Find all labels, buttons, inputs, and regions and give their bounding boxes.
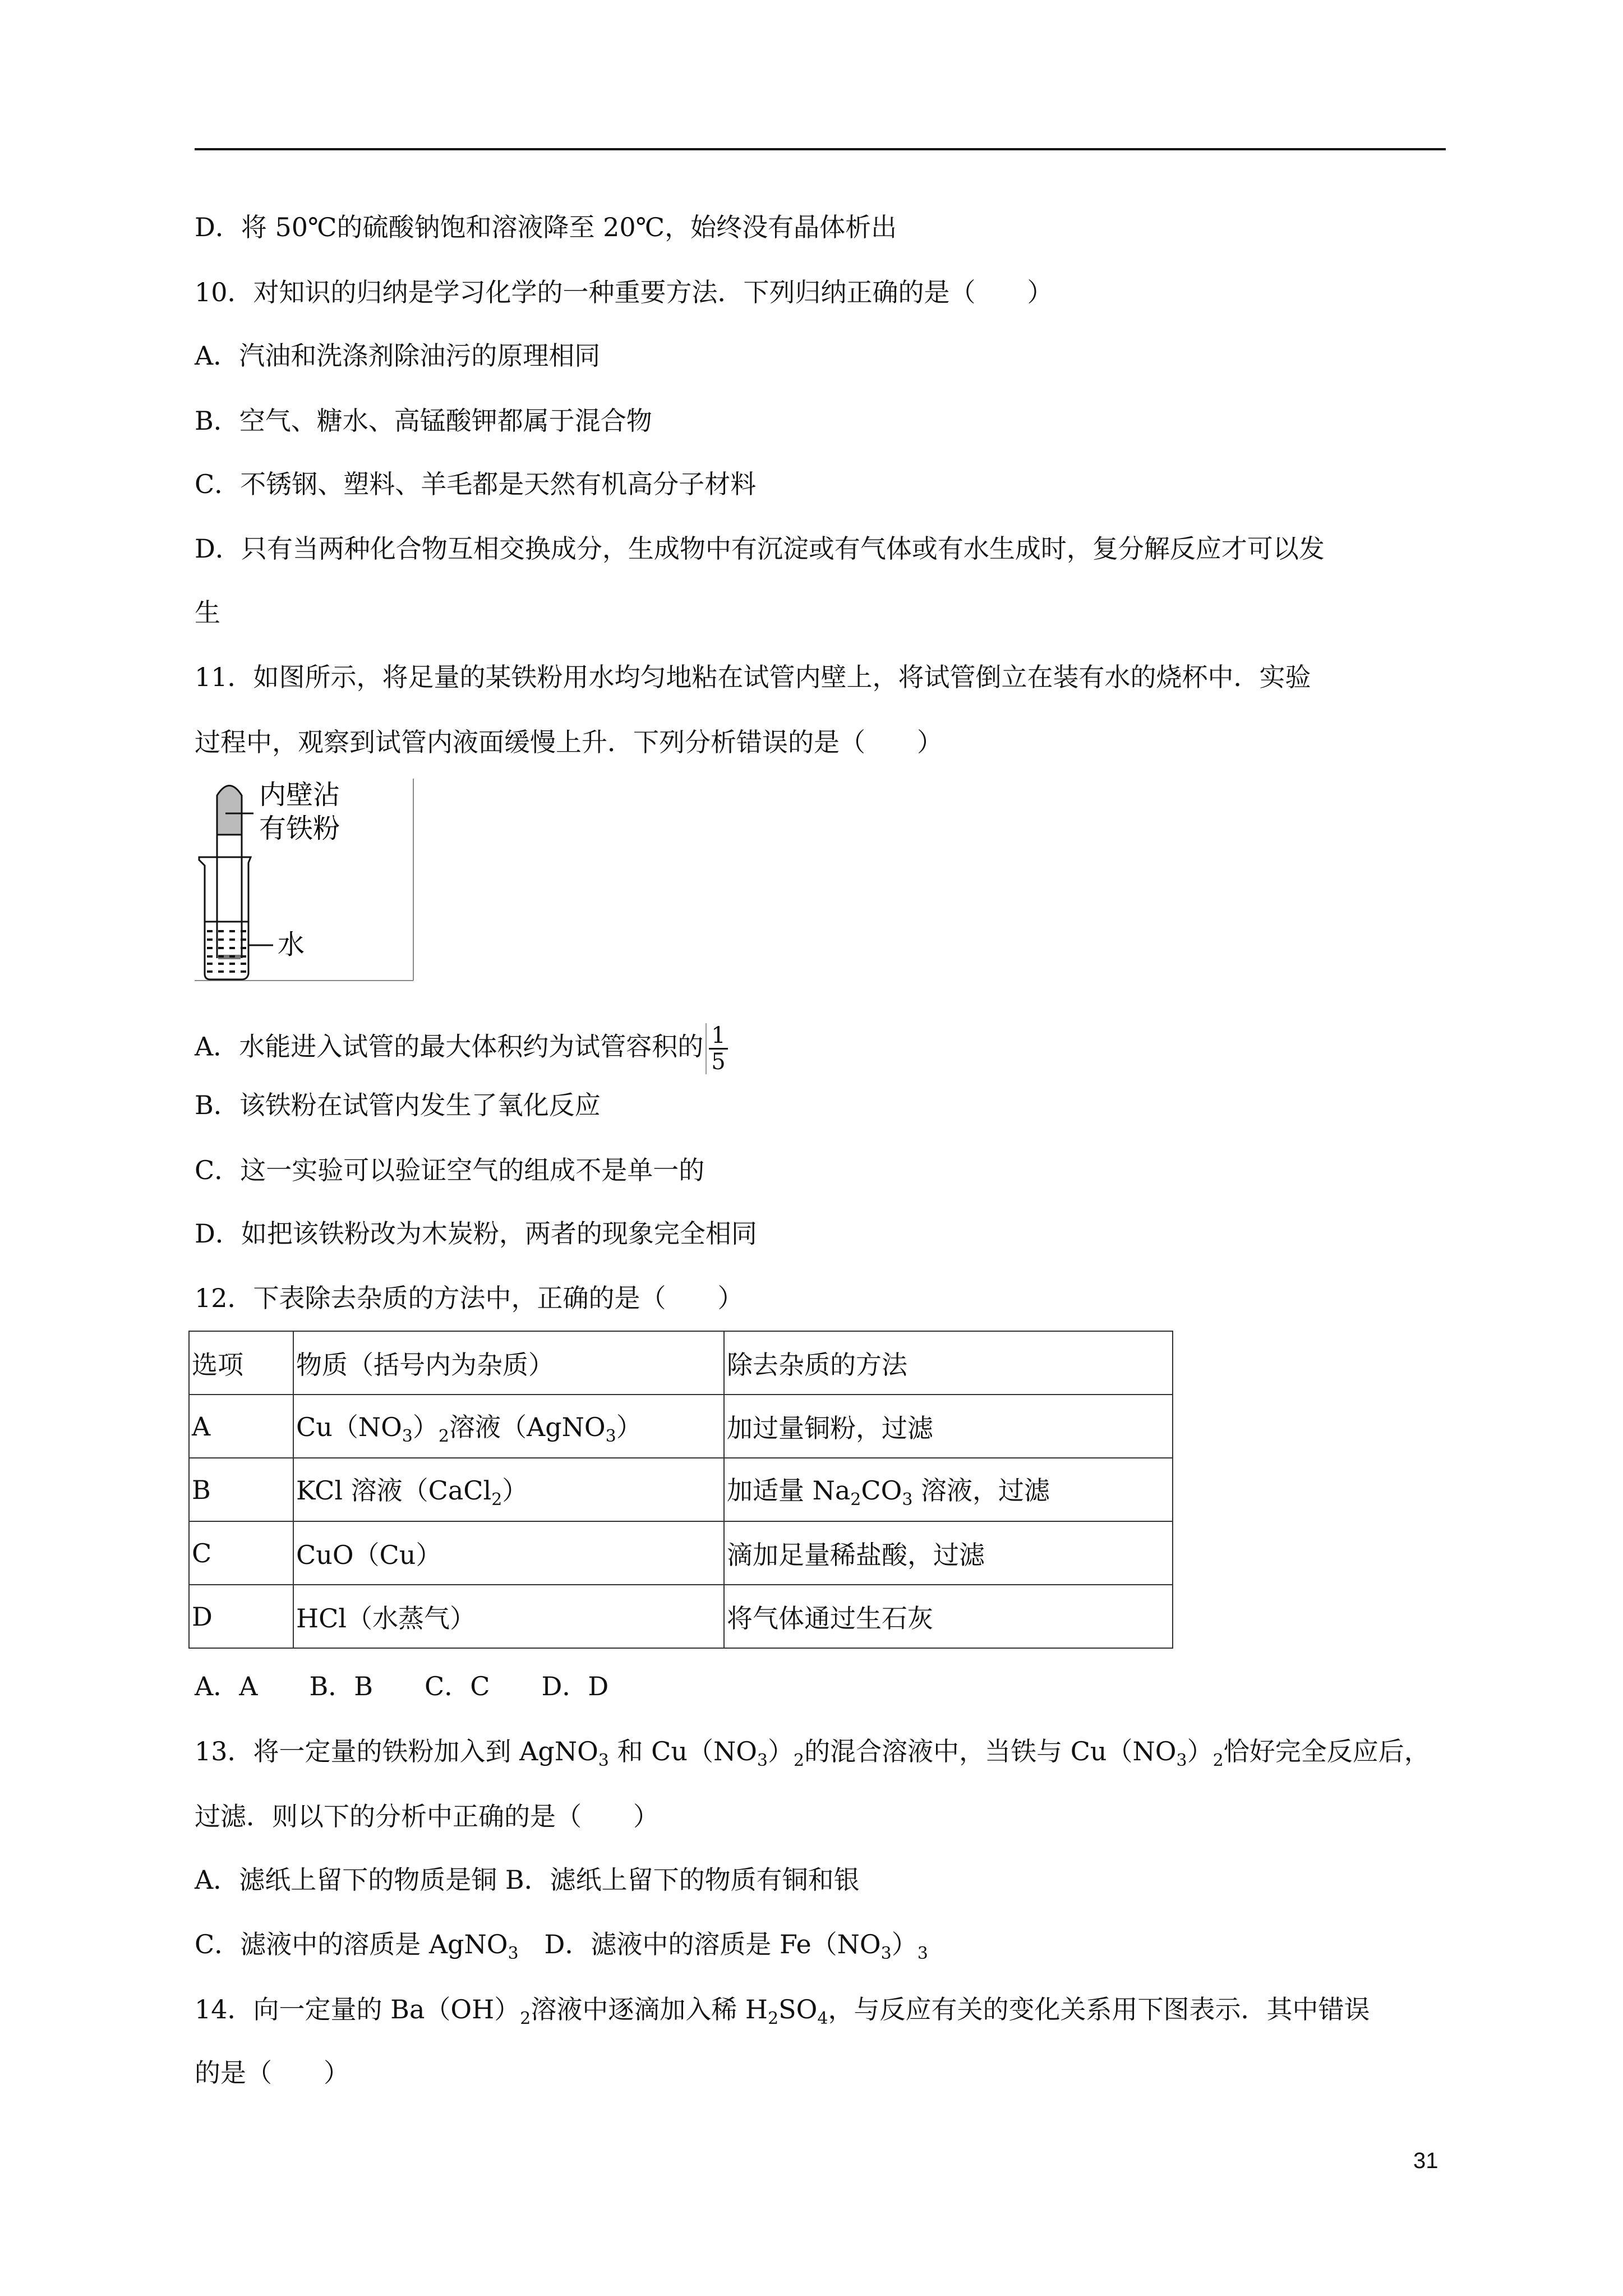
text-run: 溶液（AgNO	[449, 1411, 606, 1442]
text-line	[195, 210, 897, 244]
subscript: 2	[1212, 1751, 1224, 1770]
text-run: ，与反应有关的变化关系用下图表示．其中错误	[828, 1994, 1370, 2024]
text-run: 将气体通过生石灰	[727, 1603, 933, 1634]
text-line	[195, 1153, 704, 1187]
table-cell	[724, 1521, 1173, 1585]
figure-label-water: 水	[278, 929, 305, 960]
text-run: ）	[616, 1411, 642, 1442]
text-line	[195, 1088, 601, 1122]
page-number: 31	[1413, 2148, 1438, 2173]
header-cell: 除去杂质的方法	[724, 1331, 1173, 1395]
text-run: D	[192, 1601, 213, 1632]
fraction	[706, 1023, 727, 1074]
subscript: 3	[1176, 1751, 1187, 1770]
fraction-den: 5	[711, 1049, 726, 1075]
header-rule	[195, 148, 1446, 150]
subscript: 3	[880, 1944, 892, 1963]
text-run: SO	[778, 1994, 818, 2024]
text-run: Cu（NO	[296, 1411, 402, 1442]
text-run: 过滤．则以下的分析中正确的是（ ）	[195, 1801, 659, 1832]
text-run: ）	[891, 1929, 917, 1959]
subscript: 2	[850, 1489, 861, 1510]
text-run: C	[192, 1538, 212, 1568]
text-run: CO	[861, 1475, 902, 1506]
text-line	[195, 339, 600, 372]
text-run: HCl（水蒸气）	[296, 1603, 476, 1634]
table-cell	[293, 1521, 724, 1585]
subscript: 3	[402, 1426, 413, 1446]
text-line	[195, 1800, 659, 1833]
text-run: ）	[412, 1411, 439, 1442]
text-run: A．滤纸上留下的物质是铜 B．滤纸上留下的物质有铜和银	[195, 1865, 860, 1895]
text-run: CuO（Cu）	[296, 1539, 442, 1570]
text-run: 10．对知识的归纳是学习化学的一种重要方法．下列归纳正确的是（ ）	[195, 277, 1053, 307]
table-cell	[724, 1458, 1173, 1521]
text-run: 溶液，过滤	[912, 1475, 1050, 1506]
table-cell	[724, 1585, 1173, 1648]
table-cell	[189, 1521, 293, 1585]
subscript: 2	[438, 1426, 449, 1446]
text-line	[195, 725, 943, 759]
text-line	[195, 1734, 1430, 1778]
text-line	[195, 1023, 728, 1074]
subscript: 2	[768, 2009, 779, 2028]
text-run: ）	[1187, 1736, 1213, 1766]
text-line	[195, 404, 652, 438]
text-run: 的混合溶液中，当铁与 Cu（NO	[804, 1736, 1177, 1766]
text-line	[195, 467, 756, 501]
text-run: 14．向一定量的 Ba（OH）	[195, 1994, 520, 2024]
text-run: 加过量铜粉，过滤	[727, 1412, 933, 1443]
table-cell	[189, 1395, 293, 1458]
table-cell	[189, 1458, 293, 1521]
text-run: 恰好完全反应后，	[1223, 1736, 1430, 1766]
text-line	[195, 1993, 1370, 2036]
test-tube-beaker-figure	[195, 779, 414, 982]
fraction-num: 1	[709, 1023, 727, 1050]
text-run: A．A B．B C．C D．D	[195, 1671, 609, 1701]
text-run: 和 Cu（NO	[608, 1736, 757, 1766]
table-cell	[293, 1585, 724, 1648]
text-run: KCl 溶液（CaCl	[296, 1475, 492, 1506]
text-run: 过程中，观察到试管内液面缓慢上升．下列分析错误的是（ ）	[195, 727, 943, 757]
figure-label-mid: 有铁粉	[259, 813, 340, 844]
text-run: D．只有当两种化合物互相交换成分，生成物中有沉淀或有气体或有水生成时，复分解反应才可以发	[195, 533, 1325, 564]
text-line	[195, 1281, 744, 1315]
subscript: 2	[794, 1751, 805, 1770]
text-run: 11．如图所示，将足量的某铁粉用水均匀地粘在试管内壁上，将试管倒立在装有水的烧杯中．实验	[195, 662, 1311, 692]
table-cell	[293, 1395, 724, 1458]
text-run: C．不锈钢、塑料、羊毛都是天然有机高分子材料	[195, 469, 757, 499]
subscript: 2	[520, 2009, 531, 2028]
text-run: 的是（ ）	[195, 2058, 349, 2088]
text-run: C．滤液中的溶质是 AgNO	[195, 1929, 508, 1959]
table-row	[189, 1458, 1173, 1521]
table-header-row	[189, 1331, 1173, 1395]
text-run: B	[192, 1474, 211, 1505]
text-line	[195, 532, 1325, 565]
table-cell	[293, 1458, 724, 1521]
text-run: A．汽油和洗涤剂除油污的原理相同	[195, 341, 601, 371]
text-run: D．如把该铁粉改为木炭粉，两者的现象完全相同	[195, 1218, 757, 1249]
text-run: ）	[768, 1736, 794, 1766]
text-run: A	[192, 1411, 211, 1442]
table-row	[189, 1395, 1173, 1458]
impurity-removal-table	[188, 1331, 1173, 1649]
table-row	[189, 1585, 1173, 1648]
subscript: 3	[917, 1944, 928, 1963]
header-cell: 物质（括号内为杂质）	[293, 1331, 724, 1395]
table-cell	[189, 1585, 293, 1648]
text-run: D．将 50℃的硫酸钠饱和溶液降至 20℃，始终没有晶体析出	[195, 212, 897, 242]
text-line	[195, 1863, 860, 1897]
text-line	[195, 596, 220, 629]
text-line	[195, 275, 1053, 309]
text-run: A．水能进入试管的最大体积约为试管容积的	[195, 1031, 704, 1062]
table-row	[189, 1521, 1173, 1585]
table-cell	[724, 1395, 1173, 1458]
text-run: D．滤液中的溶质是 Fe（NO	[518, 1929, 881, 1959]
text-run: 12．下表除去杂质的方法中，正确的是（ ）	[195, 1283, 744, 1313]
subscript: 3	[598, 1751, 609, 1770]
text-run: 加适量 Na	[727, 1475, 851, 1506]
text-line	[195, 660, 1311, 694]
text-line	[195, 1217, 757, 1250]
text-line	[195, 1927, 928, 1971]
text-run: 生	[195, 597, 220, 628]
header-cell: 选项	[189, 1331, 293, 1395]
text-run: B．空气、糖水、高锰酸钾都属于混合物	[195, 406, 652, 436]
figure-label-top: 内壁沾	[259, 779, 340, 811]
subscript: 3	[902, 1489, 913, 1510]
text-run: 溶液中逐滴加入稀 H	[531, 1994, 768, 2024]
subscript: 3	[605, 1426, 616, 1446]
text-run: 13．将一定量的铁粉加入到 AgNO	[195, 1736, 598, 1766]
subscript: 3	[508, 1944, 519, 1963]
text-run: B．该铁粉在试管内发生了氧化反应	[195, 1090, 601, 1120]
subscript: 3	[757, 1751, 768, 1770]
text-line	[195, 1669, 608, 1703]
text-line	[195, 2056, 349, 2090]
subscript: 2	[491, 1489, 502, 1510]
text-run: C．这一实验可以验证空气的组成不是单一的	[195, 1155, 705, 1185]
text-run: ）	[502, 1475, 528, 1506]
text-run: 滴加足量稀盐酸，过滤	[727, 1539, 985, 1570]
subscript: 4	[817, 2009, 828, 2028]
